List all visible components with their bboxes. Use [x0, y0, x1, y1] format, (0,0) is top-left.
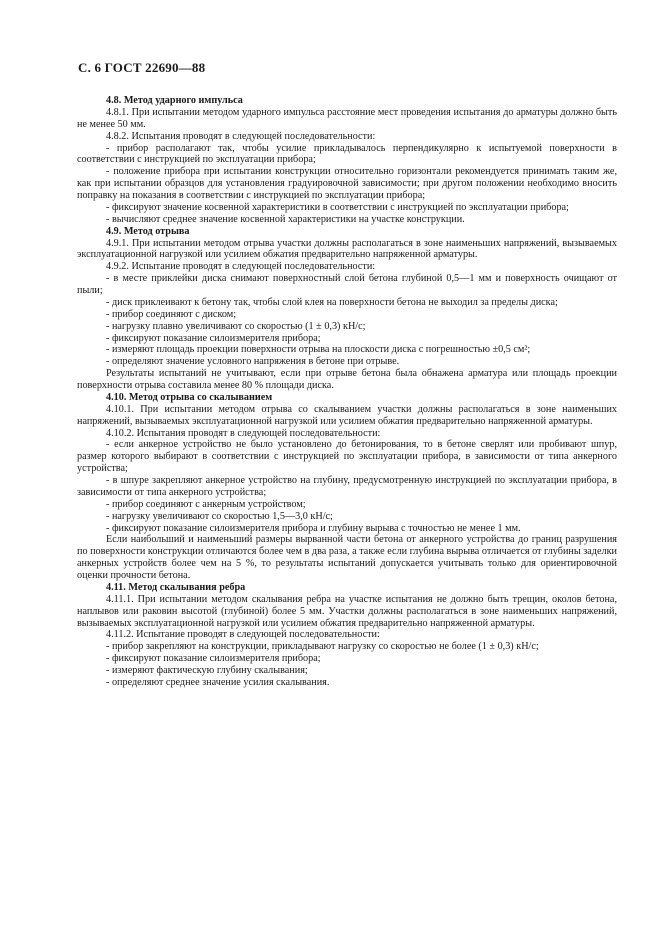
paragraph: 4.11.2. Испытание проводят в следующей последовательности: — [106, 629, 380, 641]
paragraph: - измеряют площадь проекции поверхности отрыва на плоскости диска с погрешностью ±0,5 см²; — [106, 344, 531, 356]
page-header: С. 6 ГОСТ 22690—88 — [78, 60, 206, 75]
paragraph: 4.9.1. При испытании методом отрыва участки должны располагаться в зоне наименьших напряжений, вызываемых эксплуатационной нагрузкой или усилием обжатия предварительно напряженной арматуры. — [77, 237, 617, 261]
paragraph: - нагрузку увеличивают со скоростью 1,5—3,0 кН/с; — [106, 510, 333, 522]
paragraph: - определяют среднее значение усилия скалывания. — [106, 676, 330, 688]
paragraph: 4.8.1. При испытании методом ударного импульса расстояние мест проведения испытания до арматуры должно быть не менее 50 мм. — [77, 106, 617, 130]
paragraph: 4.10.1. При испытании методом отрыва со скалыванием участки должны располагаться в зоне наименьших напряжений, вызываемых эксплуатационной нагрузкой или усилием обжатия предварительно напряженной арматуры. — [77, 403, 617, 427]
document-body — [77, 95, 617, 689]
paragraph: - фиксируют показание силоизмерителя прибора; — [106, 332, 321, 344]
paragraph: - прибор закрепляют на конструкции, прикладывают нагрузку со скоростью не более (1 ± 0,3) кН/с; — [106, 641, 539, 653]
paragraph: - положение прибора при испытании конструкции относительно горизонтали рекомендуется принимать таким же, как при испытании образцов для установления градуировочной зависимости; при другом положении необходимо вносить поправку на показания в соответствии с инструкцией по эксплуатации прибора; — [77, 166, 617, 201]
section-heading: 4.11. Метод скалывания ребра — [106, 581, 246, 593]
paragraph: - прибор располагают так, чтобы усилие прикладывалось перпендикулярно к испытуемой поверхности в соответствии с инструкцией по эксплуатации прибора; — [77, 142, 617, 166]
paragraph: 4.8.2. Испытания проводят в следующей последовательности: — [106, 130, 376, 142]
section-heading: 4.8. Метод ударного импульса — [106, 95, 243, 106]
paragraph: - нагрузку плавно увеличивают со скоростью (1 ± 0,3) кН/с; — [106, 320, 366, 332]
paragraph: - прибор соединяют с анкерным устройством; — [106, 498, 306, 510]
paragraph: 4.9.2. Испытание проводят в следующей последовательности: — [106, 261, 376, 273]
paragraph: Если наибольший и наименьший размеры вырванной части бетона от анкерного устройства до границ разрушения по поверхности конструкции отличаются более чем в два раза, а также если глубина вырыва отличается от глубины заделки анкерных устройств более чем на 5 %, то результаты испытаний допускается учитывать только для ориентировочной оценки прочности бетона. — [77, 534, 617, 581]
paragraph: - если анкерное устройство не было установлено до бетонирования, то в бетоне сверлят или пробивают шпур, размер которого выбирают в соответствии с инструкцией по эксплуатации прибора, в зависимости от типа анкерного устройства; — [77, 439, 617, 475]
paragraph: - прибор соединяют с диском; — [106, 308, 237, 320]
paragraph: 4.10.2. Испытания проводят в следующей последовательности: — [106, 427, 381, 439]
section-heading: 4.9. Метод отрыва — [106, 225, 190, 237]
paragraph: - в шпуре закрепляют анкерное устройство на глубину, предусмотренную инструкцией по эксплуатации прибора, в зависимости от типа анкерного устройства; — [77, 475, 617, 498]
paragraph: - фиксируют значение косвенной характеристики в соответствии с инструкцией по эксплуатации прибора; — [106, 201, 569, 213]
paragraph: - фиксируют показание силоизмерителя прибора и глубину вырыва с точностью не менее 1 мм. — [106, 522, 521, 534]
paragraph: Результаты испытаний не учитывают, если при отрыве бетона была обнажена арматура или площадь проекции поверхности отрыва составила менее 80 % площади диска. — [77, 368, 617, 391]
paragraph: - вычисляют среднее значение косвенной характеристики на участке конструкции. — [106, 213, 465, 225]
paragraph: - определяют значение условного напряжения в бетоне при отрыве. — [106, 356, 400, 368]
paragraph: 4.11.1. При испытании методом скалывания ребра на участке испытания не должно быть трещин, околов бетона, наплывов или раковин высотой (глубиной) более 5 мм. Участки должны располагаться в зоне наименьших напряжений, вызываемых эксплуатационной нагрузкой или усилием обжатия предварительно напряженной арматуры. — [77, 593, 617, 629]
paragraph: - в месте приклейки диска снимают поверхностный слой бетона глубиной 0,5—1 мм и поверхность очищают от пыли; — [77, 273, 617, 296]
paragraph: - измеряют фактическую глубину скалывания; — [106, 665, 308, 676]
paragraph: - фиксируют показание силоизмерителя прибора; — [106, 653, 321, 665]
paragraph: - диск приклеивают к бетону так, чтобы слой клея на поверхности бетона не выходил за пределы диска; — [106, 296, 558, 308]
section-heading: 4.10. Метод отрыва со скалыванием — [106, 391, 273, 403]
